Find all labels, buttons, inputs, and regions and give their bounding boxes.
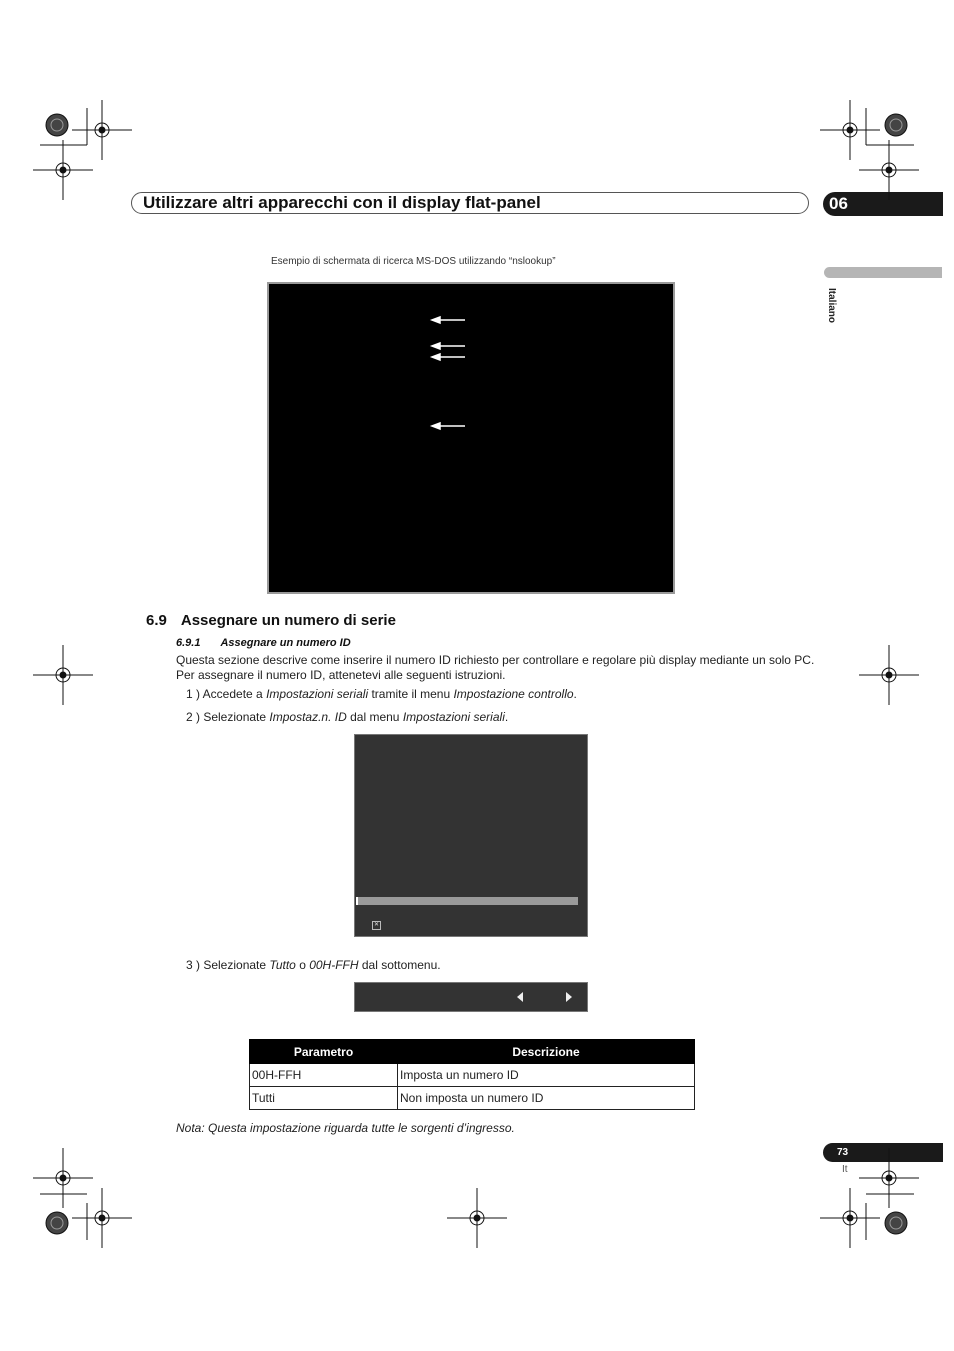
subsection-title: Assegnare un numero ID [220, 637, 351, 649]
crosshair-icon [72, 1188, 132, 1248]
table-header-row [250, 1040, 695, 1064]
step-text: tramite il menu [368, 687, 454, 701]
table-header: Descrizione [398, 1040, 695, 1064]
step-text: 2 ) Selezionate [186, 710, 270, 724]
figure-caption: Esempio di schermata di ricerca MS-DOS utilizzando “nslookup” [271, 256, 556, 267]
section-title: Assegnare un numero di serie [180, 612, 396, 629]
language-label: Italiano [826, 288, 837, 324]
section-number: 6.9 [146, 612, 167, 629]
step-2 [186, 710, 508, 724]
table-row [250, 1087, 695, 1110]
page-number-tab: 73 [823, 1143, 943, 1162]
arrow-head-icon [432, 317, 440, 323]
arrow-head-icon [432, 423, 440, 429]
crosshair-icon [72, 100, 132, 160]
pointer-arrows [269, 284, 673, 592]
table-row [250, 1064, 695, 1087]
chapter-title: Utilizzare altri apparecchi con il display flat-panel [143, 193, 541, 212]
crosshair-icon [447, 1188, 507, 1248]
step-text: 1 ) Accedete a [186, 687, 267, 701]
step-menu-term: Impostaz.n. ID [269, 710, 347, 724]
page-language-code: It [842, 1164, 848, 1175]
triangle-right-icon [566, 992, 572, 1002]
section-heading [146, 612, 396, 629]
chapter-number-tab: 06 [823, 192, 943, 216]
menu-cursor [356, 897, 358, 905]
crosshair-icon [33, 1148, 93, 1208]
subsection-number: 6.9.1 [176, 637, 201, 649]
subsection-heading [176, 637, 351, 649]
step-menu-term: Impostazioni seriali [402, 710, 505, 724]
registration-disc-icon [885, 114, 907, 136]
step-text: dal sottomenu. [358, 958, 441, 972]
osd-submenu-screen [354, 982, 588, 1012]
step-menu-term: 00H-FFH [309, 958, 359, 972]
close-icon: ✕ [373, 922, 380, 928]
step-text: . [573, 687, 577, 701]
step-text: . [504, 710, 509, 724]
crosshair-icon [33, 645, 93, 705]
table-cell: 00H-FFH [250, 1064, 398, 1087]
step-text: o [295, 958, 310, 972]
crosshair-icon [820, 100, 880, 160]
crosshair-icon [33, 140, 93, 200]
table-cell: Imposta un numero ID [398, 1064, 695, 1087]
crosshair-icon [820, 1188, 880, 1248]
registration-disc-icon [885, 1212, 907, 1234]
triangle-left-icon [517, 992, 523, 1002]
step-menu-term: Tutto [269, 958, 296, 972]
note-text: Nota: Questa impostazione riguarda tutte le sorgenti d’ingresso. [176, 1121, 515, 1135]
msdos-screen-image [267, 282, 675, 594]
arrow-head-icon [432, 343, 440, 349]
table-cell: Tutti [250, 1087, 398, 1110]
crosshair-icon [859, 645, 919, 705]
crosshair-icon [859, 140, 919, 200]
table-header: Parametro [250, 1040, 398, 1064]
step-text: 3 ) Selezionate [186, 958, 270, 972]
step-text: dal menu [346, 710, 403, 724]
parameter-table [249, 1039, 695, 1110]
intro-paragraph: Questa sezione descrive come inserire il numero ID richiesto per controllare e regolare più display mediante un solo PC. Per assegnare il numero ID, attenetevi alle seguenti istruzioni. [176, 653, 815, 682]
step-menu-term: Impostazione controllo [453, 687, 574, 701]
step-3 [186, 958, 441, 972]
language-tab [824, 267, 942, 278]
osd-menu-screen [354, 734, 588, 937]
menu-selected-row [356, 897, 578, 905]
registration-disc-icon [46, 1212, 68, 1234]
registration-disc-icon [46, 114, 68, 136]
step-1 [186, 687, 577, 701]
table-cell: Non imposta un numero ID [398, 1087, 695, 1110]
arrow-head-icon [432, 354, 440, 360]
step-menu-term: Impostazioni seriali [266, 687, 369, 701]
